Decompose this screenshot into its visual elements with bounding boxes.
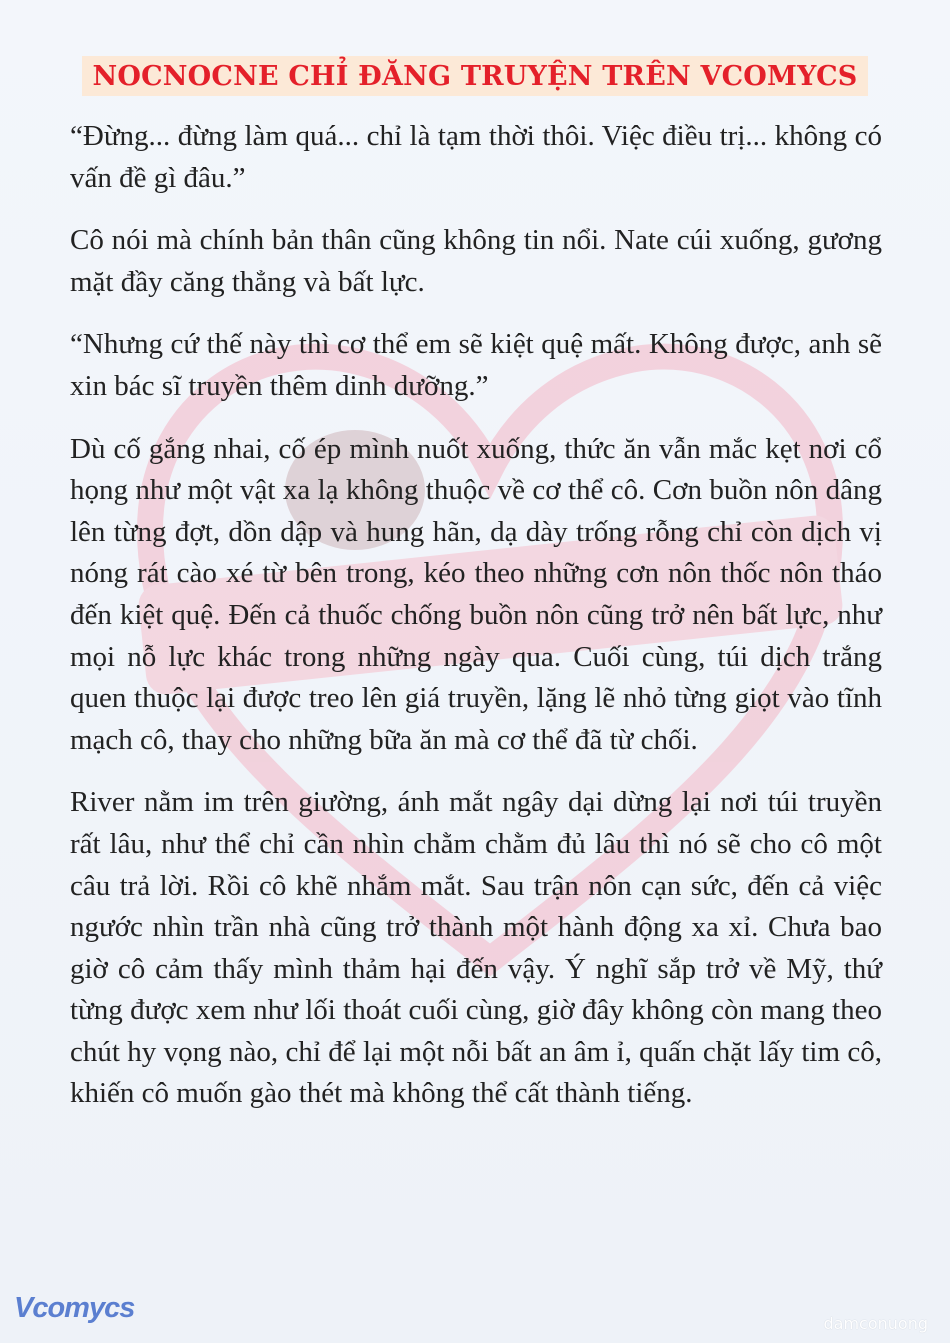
paragraph: Dù cố gắng nhai, cố ép mình nuốt xuống, thức ăn vẫn mắc kẹt nơi cổ họng như một vật xa lạ không thuộc về cơ thể cô. Cơn buồn nôn dâng lên từng đợt, dồn dập và hung hãn, dạ dày trống rỗng chỉ còn dịch vị nóng rát cào xé từ bên trong, kéo theo những cơn nôn thốc nôn tháo đến kiệt quệ. Đến cả thuốc chống buồn nôn cũng trở nên bất lực, như mọi nỗ lực khác trong những ngày qua. Cuối cùng, túi dịch trắng quen thuộc lại được treo lên giá truyền, lặng lẽ nhỏ từng giọt vào tĩnh mạch cô, thay cho những bữa ăn mà cơ thể đã từ chối.: [70, 432, 882, 756]
paragraph: River nằm im trên giường, ánh mắt ngây dại dừng lại nơi túi truyền rất lâu, như thể chỉ cần nhìn chằm chằm đủ lâu thì nó sẽ cho cô một câu trả lời. Rồi cô khẽ nhắm mắt. Sau trận nôn cạn sức, đến cả việc ngước nhìn trần nhà cũng trở thành một hành động xa xỉ. Chưa bao giờ cô cảm thấy mình thảm hại đến vậy. Ý nghĩ sắp trở về Mỹ, thứ từng được xem như lối thoát cuối cùng, giờ đây không còn mang theo chút hy vọng nào, chỉ để lại một nỗi bất an âm ỉ, quấn chặt lấy tim cô, khiến cô muốn gào thét mà không thể cất thành tiếng.: [70, 786, 882, 1110]
credit-watermark: damconuong: [823, 1314, 928, 1333]
paragraph: “Nhưng cứ thế này thì cơ thể em sẽ kiệt quệ mất. Không được, anh sẽ xin bác sĩ truyền thêm dinh dưỡng.”: [70, 328, 882, 402]
paragraph: Cô nói mà chính bản thân cũng không tin nổi. Nate cúi xuống, gương mặt đầy căng thẳng và bất lực.: [70, 224, 882, 298]
page-title: NOCNOCNE CHỈ ĐĂNG TRUYỆN TRÊN VCOMYCS: [92, 60, 858, 92]
paragraph: “Đừng... đừng làm quá... chỉ là tạm thời thôi. Việc điều trị... không có vấn đề gì đâu.”: [70, 120, 882, 194]
title-banner: [82, 56, 868, 96]
story-text: [70, 116, 882, 1136]
vcomycs-logo: Vcomycs: [14, 1292, 135, 1324]
